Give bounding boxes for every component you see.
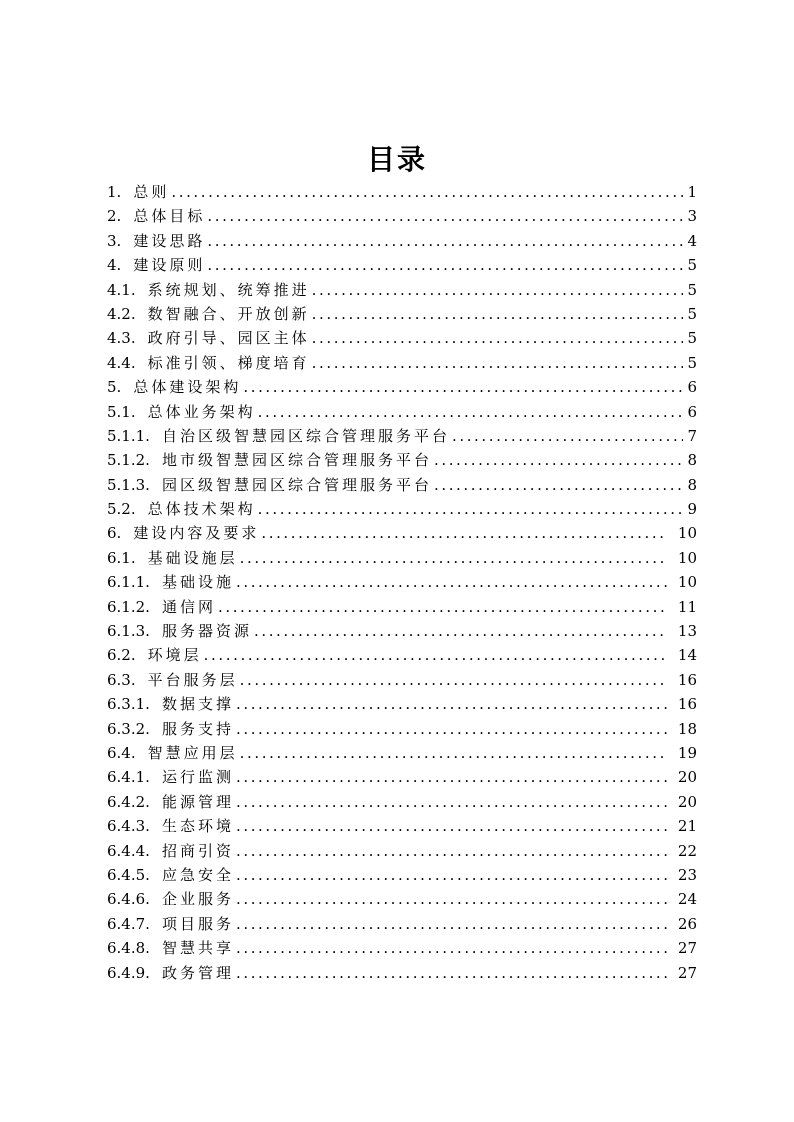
toc-entry-title: 政府引导、园区主体 [147,329,310,348]
toc-entry-page-number: 9 [687,500,697,519]
toc-entry-title: 总体目标 [133,207,206,226]
toc-entry-title: 服务支持 [161,719,234,738]
toc-entry-title: 基础设施层 [147,548,238,567]
toc-entry-number: 6.4.3. [107,817,150,836]
toc-entry-title: 服务器资源 [161,622,252,641]
toc-entry-title: 建设内容及要求 [133,524,260,543]
toc-entry-title: 数据支撑 [161,695,234,714]
toc-dot-leader [261,521,667,545]
toc-entry-number: 6.4.5. [107,865,150,884]
toc-entry-number: 4.4. [107,353,136,372]
toc-entry-page-number: 26 [677,914,697,933]
toc-entry[interactable] [107,448,697,472]
toc-dot-leader [207,204,683,228]
toc-entry-title: 基础设施 [161,573,234,592]
toc-dot-leader [312,326,684,350]
toc-entry-page-number: 16 [677,695,697,714]
toc-entry[interactable] [107,595,697,619]
toc-entry-page-number: 27 [677,963,697,982]
toc-entry-page-number: 10 [677,548,697,567]
toc-entry[interactable] [107,961,697,985]
toc-entry[interactable] [107,375,697,399]
toc-entry-page-number: 5 [687,329,697,348]
toc-entry[interactable] [107,521,697,545]
toc-dot-leader [236,936,667,960]
toc-entry-page-number: 21 [677,817,697,836]
toc-entry-title: 总体业务架构 [147,402,256,421]
toc-entry-page-number: 5 [687,353,697,372]
toc-entry-title: 政务管理 [161,963,234,982]
toc-entry-title: 运行监测 [161,768,234,787]
toc-entry-title: 项目服务 [161,914,234,933]
toc-dot-leader [236,961,667,985]
toc-entry-page-number: 4 [687,231,697,250]
toc-entry-number: 6.1. [107,548,136,567]
toc-entry[interactable] [107,887,697,911]
toc-entry-page-number: 27 [677,939,697,958]
toc-entry-number: 4. [107,256,122,275]
toc-entry-title: 招商引资 [161,841,234,860]
toc-entry[interactable] [107,765,697,789]
toc-dot-leader [207,229,683,253]
toc-entry-number: 6.4.1. [107,768,150,787]
toc-dot-leader [236,814,667,838]
toc-dot-leader [236,692,667,716]
toc-entry-page-number: 10 [677,573,697,592]
toc-entry-number: 6.3. [107,670,136,689]
toc-entry-page-number: 19 [677,743,697,762]
toc-entry[interactable] [107,863,697,887]
toc-entry[interactable] [107,717,697,741]
toc-entry-page-number: 20 [677,768,697,787]
toc-entry-title: 标准引领、梯度培育 [147,353,310,372]
toc-entry-number: 5.1.2. [107,451,150,470]
toc-entry-page-number: 8 [687,451,697,470]
toc-entry-title: 自治区级智慧园区综合管理服务平台 [161,426,450,445]
toc-entry-page-number: 6 [687,402,697,421]
toc-entry-page-number: 23 [677,865,697,884]
toc-entry-title: 智慧共享 [161,939,234,958]
toc-entry-page-number: 18 [677,719,697,738]
toc-entry-number: 6.4.9. [107,963,150,982]
toc-entry-number: 6.4.2. [107,792,150,811]
toc-entry-number: 6.1.2. [107,597,150,616]
toc-entry-title: 建设思路 [133,231,206,250]
toc-entry-number: 6.4.4. [107,841,150,860]
toc-dot-leader [207,253,683,277]
toc-entry[interactable] [107,546,697,570]
toc-entry-page-number: 13 [677,622,697,641]
toc-dot-leader [258,497,684,521]
toc-dot-leader [240,546,667,570]
toc-entry[interactable] [107,619,697,643]
toc-entry-page-number: 3 [687,207,697,226]
toc-entry-number: 6.1.1. [107,573,150,592]
toc-entry-title: 生态环境 [161,817,234,836]
toc-entry-title: 总体建设架构 [133,378,242,397]
toc-entry-number: 5. [107,378,122,397]
toc-entry-page-number: 5 [687,280,697,299]
toc-dot-leader [236,887,667,911]
toc-entry-page-number: 16 [677,670,697,689]
toc-entry-number: 6.4. [107,743,136,762]
toc-entry-page-number: 24 [677,890,697,909]
toc-entry-page-number: 14 [677,646,697,665]
toc-dot-leader [240,668,667,692]
toc-entry-title: 系统规划、统筹推进 [147,280,310,299]
toc-entry-page-number: 20 [677,792,697,811]
toc-dot-leader [312,351,684,375]
toc-dot-leader [236,765,667,789]
toc-entry-page-number: 5 [687,304,697,323]
table-of-contents [107,180,697,985]
toc-entry[interactable] [107,912,697,936]
toc-entry-number: 5.1.3. [107,475,150,494]
toc-entry-number: 6.4.6. [107,890,150,909]
toc-entry-number: 3. [107,231,122,250]
toc-entry-title: 企业服务 [161,890,234,909]
toc-entry[interactable] [107,741,697,765]
toc-entry[interactable] [107,643,697,667]
toc-dot-leader [312,278,684,302]
toc-entry[interactable] [107,302,697,326]
toc-entry-title: 应急安全 [161,865,234,884]
toc-dot-leader [452,424,684,448]
toc-entry[interactable] [107,936,697,960]
toc-entry-title: 地市级智慧园区综合管理服务平台 [161,451,432,470]
toc-entry-page-number: 7 [687,426,697,445]
toc-dot-leader [236,717,667,741]
toc-entry[interactable] [107,497,697,521]
page-title: 目录 [366,143,427,176]
toc-entry-number: 6.3.1. [107,695,150,714]
toc-dot-leader [240,741,667,765]
toc-entry-page-number: 11 [677,597,697,616]
toc-entry-title: 通信网 [161,597,216,616]
toc-entry-title: 建设原则 [133,256,206,275]
toc-entry[interactable] [107,180,697,204]
toc-entry-number: 4.2. [107,304,136,323]
toc-entry-number: 2. [107,207,122,226]
toc-dot-leader [236,912,667,936]
toc-entry-number: 6.1.3. [107,622,150,641]
toc-dot-leader [204,643,667,667]
toc-entry[interactable] [107,814,697,838]
toc-dot-leader [218,595,667,619]
toc-entry-number: 6.4.7. [107,914,150,933]
toc-dot-leader [434,473,684,497]
toc-entry-page-number: 10 [677,524,697,543]
toc-entry[interactable] [107,473,697,497]
toc-entry-page-number: 8 [687,475,697,494]
toc-entry-number: 5.1. [107,402,136,421]
toc-entry[interactable] [107,229,697,253]
toc-entry-title: 总则 [133,183,170,201]
toc-dot-leader [312,302,684,326]
toc-entry[interactable] [107,668,697,692]
toc-entry[interactable] [107,204,697,228]
toc-entry-title: 总体技术架构 [147,500,256,519]
toc-dot-leader [258,400,684,424]
toc-entry-title: 智慧应用层 [147,743,238,762]
toc-dot-leader [236,570,667,594]
toc-entry-page-number: 22 [677,841,697,860]
toc-entry[interactable] [107,278,697,302]
toc-entry-page-number: 1 [687,183,697,201]
toc-dot-leader [434,448,684,472]
toc-entry-number: 6.3.2. [107,719,150,738]
toc-entry-title: 平台服务层 [147,670,238,689]
toc-dot-leader [171,180,683,204]
toc-entry-title: 数智融合、开放创新 [147,304,310,323]
toc-entry-title: 能源管理 [161,792,234,811]
toc-entry-number: 6.4.8. [107,939,150,958]
toc-entry-title: 园区级智慧园区综合管理服务平台 [161,475,432,494]
toc-dot-leader [243,375,683,399]
toc-dot-leader [236,839,667,863]
toc-entry-number: 4.1. [107,280,136,299]
toc-entry-number: 5.1.1. [107,426,150,445]
toc-entry[interactable] [107,326,697,350]
toc-entry-title: 环境层 [147,646,202,665]
toc-entry[interactable] [107,570,697,594]
toc-entry[interactable] [107,692,697,716]
toc-entry-number: 6.2. [107,646,136,665]
toc-entry[interactable] [107,424,697,448]
toc-dot-leader [254,619,667,643]
toc-dot-leader [236,790,667,814]
toc-entry[interactable] [107,839,697,863]
toc-entry-number: 5.2. [107,500,136,519]
toc-entry-number: 1. [107,183,122,201]
toc-entry[interactable] [107,790,697,814]
toc-entry-number: 4.3. [107,329,136,348]
toc-entry[interactable] [107,253,697,277]
toc-entry-page-number: 6 [687,378,697,397]
toc-dot-leader [236,863,667,887]
toc-entry[interactable] [107,400,697,424]
toc-entry-page-number: 5 [687,256,697,275]
toc-entry-number: 6. [107,524,122,543]
toc-entry[interactable] [107,351,697,375]
